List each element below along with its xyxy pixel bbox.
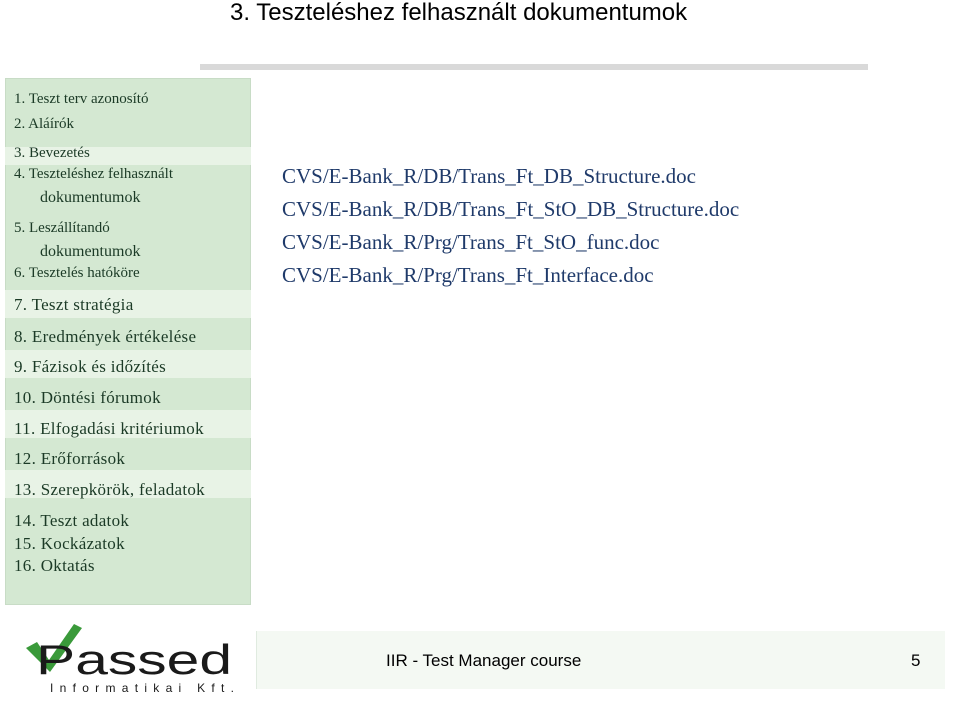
document-path: CVS/E-Bank_R/DB/Trans_Ft_StO_DB_Structure.doc <box>282 197 740 221</box>
sidebar-item-alairok[interactable]: 2. Aláírók <box>14 116 74 132</box>
sidebar-item-dontesi-forumok[interactable]: 10. Döntési fórumok <box>14 388 161 407</box>
sidebar-item-teszt-strategia[interactable]: 7. Teszt stratégia <box>14 295 134 314</box>
sidebar-item-eroforrasok[interactable]: 12. Erőforrások <box>14 449 126 468</box>
sidebar-item-elfogadasi-kriteriumok[interactable]: 11. Elfogadási kritériumok <box>14 419 204 438</box>
sidebar-item-eredmenyek-ertekelese[interactable]: 8. Eredmények értékelése <box>14 327 197 346</box>
sidebar-item-teszt-terv-azonosito[interactable]: 1. Teszt terv azonosító <box>14 91 149 107</box>
sidebar-item-fazisok-es-idozites[interactable]: 9. Fázisok és időzítés <box>14 357 167 376</box>
sidebar-item-szerepkorok-feladatok[interactable]: 13. Szerepkörök, feladatok <box>14 480 205 499</box>
sidebar-item-teszteles-hatokore[interactable]: 6. Tesztelés hatóköre <box>14 265 140 281</box>
passed-logo <box>22 616 238 698</box>
sidebar-item-teszteleshez-felhasznalt-cont[interactable]: dokumentumok <box>40 189 141 206</box>
title-divider <box>200 64 868 70</box>
page-title: 3. Teszteléshez felhasznált dokumentumok <box>230 0 688 26</box>
logo-wordmark: Passed <box>36 636 232 683</box>
sidebar-item-leszallitando-cont[interactable]: dokumentumok <box>40 243 141 260</box>
sidebar-item-teszteleshez-felhasznalt[interactable]: 4. Teszteléshez felhasznált <box>14 166 174 182</box>
document-path: CVS/E-Bank_R/DB/Trans_Ft_DB_Structure.doc <box>282 164 696 188</box>
sidebar-item-teszt-adatok[interactable]: 14. Teszt adatok <box>14 511 130 530</box>
course-name: IIR - Test Manager course <box>386 651 582 670</box>
logo-subtitle: Informatikai Kft. <box>50 681 234 695</box>
sidebar-item-bevezetes[interactable]: 3. Bevezetés <box>14 145 90 161</box>
document-path: CVS/E-Bank_R/Prg/Trans_Ft_StO_func.doc <box>282 230 660 254</box>
page-number: 5 <box>911 651 921 670</box>
document-path: CVS/E-Bank_R/Prg/Trans_Ft_Interface.doc <box>282 263 654 287</box>
sidebar-item-kockazatok[interactable]: 15. Kockázatok <box>14 534 125 553</box>
sidebar-item-leszallitando[interactable]: 5. Leszállítandó <box>14 220 110 236</box>
footer-bar <box>256 631 945 689</box>
sidebar-item-oktatas[interactable]: 16. Oktatás <box>14 556 95 575</box>
